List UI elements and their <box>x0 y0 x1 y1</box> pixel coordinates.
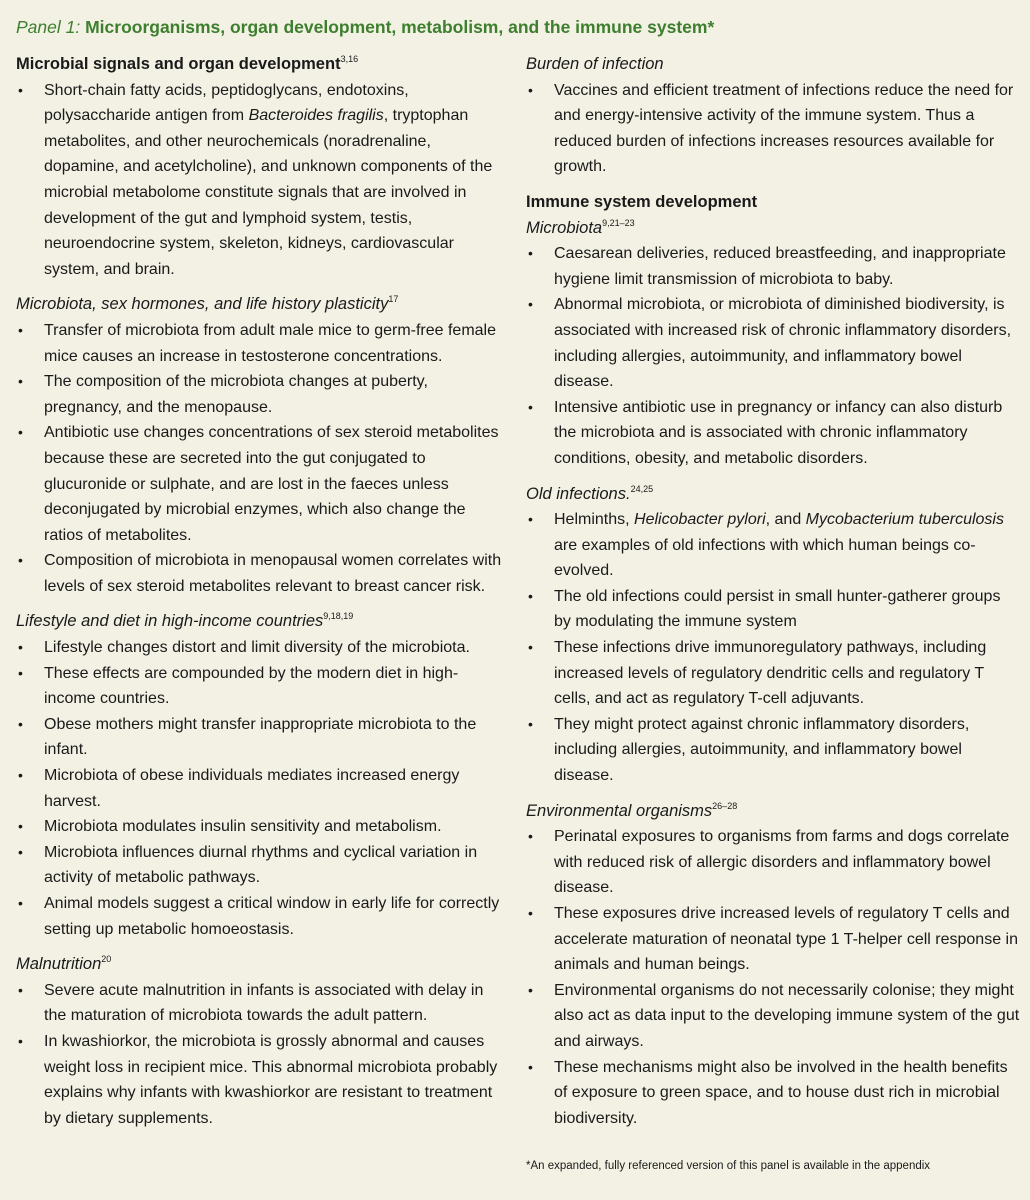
bullet-list <box>526 507 1020 789</box>
panel-title-text: Microorganisms, organ development, metabolism, and the immune system* <box>80 17 715 37</box>
list-item: • Severe acute malnutrition in infants is associated with delay in the maturation of microbiota towards the adult pattern. <box>16 978 508 1029</box>
subsection-heading: Microbiota$^{9,21-23}$ <box>526 217 635 237</box>
section-microbial-signals <box>16 52 508 282</box>
list-item: • Transfer of microbiota from adult male mice to germ-free female mice causes an increase in testosterone concentrations. <box>16 318 508 369</box>
footnote: *An expanded, fully referenced version of this panel is available in the appendix <box>526 1160 931 1172</box>
list-item: • Abnormal microbiota, or microbiota of diminished biodiversity, is associated with increased risk of chronic inflammatory disorders, including allergies, autoimmunity, and inflammatory bowel disease. <box>526 292 1020 394</box>
list-item: • Animal models suggest a critical window in early life for correctly setting up metabolic homoeostasis. <box>16 891 508 942</box>
list-item: • Obese mothers might transfer inappropriate microbiota to the infant. <box>16 712 508 763</box>
section-heading: Microbiota, sex hormones, and life history plasticity$^{17}$ <box>16 294 399 314</box>
section-heading: Environmental organisms$^{26-28}$ <box>526 800 738 820</box>
list-item: • Lifestyle changes distort and limit diversity of the microbiota. <box>16 635 508 661</box>
section-burden-of-infection <box>526 52 1020 180</box>
panel-title <box>16 12 1018 42</box>
list-item: • These effects are compounded by the modern diet in high-income countries. <box>16 661 508 712</box>
list-item: • Microbiota influences diurnal rhythms and cyclical variation in activity of metabolic pathways. <box>16 840 508 891</box>
bullet-list <box>526 78 1020 180</box>
left-column <box>16 52 508 1131</box>
bullet-list <box>16 635 508 942</box>
section-lifestyle-diet <box>16 609 508 942</box>
section-heading: Old infections.$^{24,25}$ <box>526 483 654 503</box>
list-item: • They might protect against chronic inflammatory disorders, including allergies, autoimmunity, and inflammatory bowel disease. <box>526 712 1020 789</box>
bullet-list <box>16 318 508 600</box>
list-item: • In kwashiorkor, the microbiota is grossly abnormal and causes weight loss in recipient mice. This abnormal microbiota probably explains why infants with kwashiorkor are resistant to treatment by dietary supplements. <box>16 1029 508 1131</box>
list-item: • Antibiotic use changes concentrations of sex steroid metabolites because these are secreted into the gut conjugated to glucuronide or sulphate, and are lost in the faeces unless deconjugated by microbial enzymes, which also change the ratios of metabolites. <box>16 420 508 548</box>
list-item: • Composition of microbiota in menopausal women correlates with levels of sex steroid metabolites relevant to breast cancer risk. <box>16 548 508 599</box>
section-environmental-organisms <box>526 799 1020 1132</box>
section-sex-hormones <box>16 292 508 599</box>
bullet-list <box>16 978 508 1132</box>
list-item: • Environmental organisms do not necessarily colonise; they might also act as data input to the developing immune system of the gut and airways. <box>526 978 1020 1055</box>
list-item: • Microbiota of obese individuals mediates increased energy harvest. <box>16 763 508 814</box>
section-malnutrition <box>16 952 508 1131</box>
section-heading: Lifestyle and diet in high-income countries$^{9,18,19}$ <box>16 611 354 631</box>
bullet-list <box>526 241 1020 471</box>
bullet-list <box>526 824 1020 1131</box>
list-item: • These exposures drive increased levels of regulatory T cells and accelerate maturation of neonatal type 1 T-helper cell response in animals and human beings. <box>526 901 1020 978</box>
bullet-list <box>16 78 508 283</box>
section-heading: Malnutrition$^{20}$ <box>16 954 112 974</box>
list-item: • The composition of the microbiota changes at puberty, pregnancy, and the menopause. <box>16 369 508 420</box>
list-item: • Perinatal exposures to organisms from farms and dogs correlate with reduced risk of allergic disorders and inflammatory bowel disease. <box>526 824 1020 901</box>
panel-label: Panel 1: <box>16 17 81 37</box>
right-column <box>526 52 1020 1131</box>
list-item: • Caesarean deliveries, reduced breastfeeding, and inappropriate hygiene limit transmission of microbiota to baby. <box>526 241 1020 292</box>
list-item: • Intensive antibiotic use in pregnancy or infancy can also disturb the microbiota and is associated with chronic inflammatory conditions, obesity, and metabolic disorders. <box>526 395 1020 472</box>
list-item: • Helminths, Helicobacter pylori, and Mycobacterium tuberculosis are examples of old infections with which human beings co-evolved. <box>526 507 1020 584</box>
section-heading: Burden of infection <box>526 55 664 73</box>
list-item: • Microbiota modulates insulin sensitivity and metabolism. <box>16 814 508 840</box>
section-immune-development <box>526 190 1020 472</box>
list-item: • Vaccines and efficient treatment of infections reduce the need for and energy-intensive activity of the immune system. Thus a reduced burden of infections increases resources available for growth. <box>526 78 1020 180</box>
list-item: • The old infections could persist in small hunter-gatherer groups by modulating the immune system <box>526 584 1020 635</box>
list-item: • These infections drive immunoregulatory pathways, including increased levels of regulatory dendritic cells and regulatory T cells, and act as regulatory T-cell adjuvants. <box>526 635 1020 712</box>
section-heading: Microbial signals and organ development$^{3,16}$ <box>16 54 359 73</box>
list-item: • These mechanisms might also be involved in the health benefits of exposure to green space, and to house dust rich in microbial biodiversity. <box>526 1055 1020 1132</box>
section-heading: Immune system development <box>526 192 758 211</box>
section-old-infections <box>526 482 1020 789</box>
list-item: • Short-chain fatty acids, peptidoglycans, endotoxins, polysaccharide antigen from Bacteroides fragilis, tryptophan metabolites, and other neurochemicals (noradrenaline, dopamine, and acetylcholine), and unknown components of the microbial metabolome constitute signals that are involved in development of the gut and lymphoid system, testis, neuroendocrine system, skeleton, kidneys, cardiovascular system, and brain. <box>16 78 508 283</box>
